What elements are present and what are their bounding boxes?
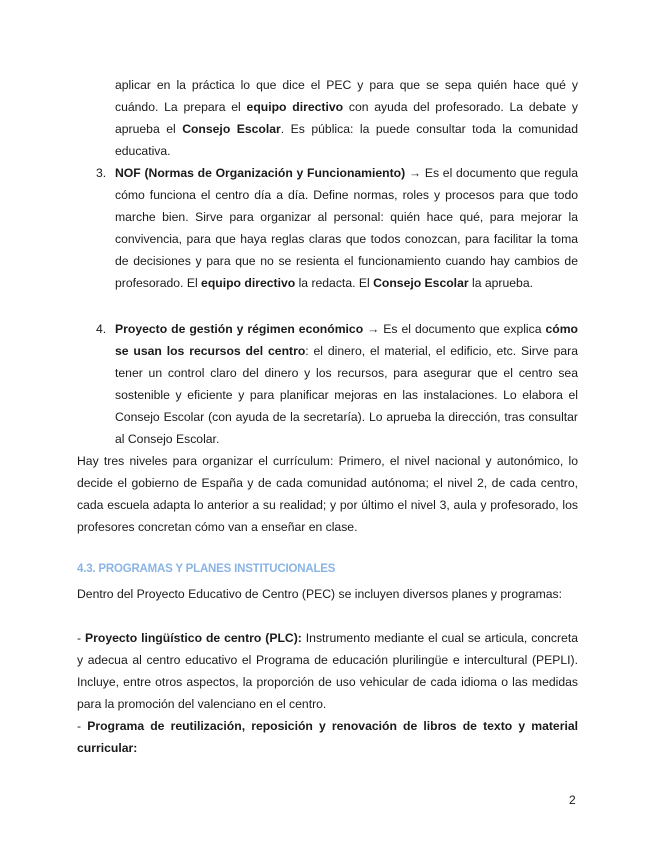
bold-text: Consejo Escolar (373, 276, 469, 290)
text-run: con ayuda del profesorado. La debate y aprueba el (115, 100, 579, 136)
bold-text: cómo se usan los recursos del centro (115, 322, 579, 358)
list-item-nof (96, 162, 578, 294)
plc-paragraph (77, 627, 578, 715)
text-run: la redacta. El (295, 276, 374, 290)
bold-text: equipo directivo (201, 276, 296, 290)
text-run: la aprueba. (468, 276, 533, 290)
bold-text: equipo directivo (246, 100, 344, 114)
list-number: 3. (96, 166, 107, 180)
section-heading: 4.3. PROGRAMAS Y PLANES INSTITUCIONALES (77, 563, 336, 575)
section-intro: Dentro del Proyecto Educativo de Centro (PEC) se incluyen diversos planes y programas: (77, 587, 563, 601)
dash-prefix: - (77, 719, 88, 733)
reuse-program-paragraph (77, 715, 578, 759)
curriculum-paragraph: Hay tres niveles para organizar el currículum: Primero, el nivel nacional y autonómico, lo decide el gobierno de España y de cada comunidad autónoma; el nivel 2, de cada centro, cada escuela adapta lo anterior a su realidad; y por último el nivel 3, aula y profesorado, los profesores concretan cómo van a enseñar en clase. (77, 454, 578, 534)
item-title: Proyecto de gestión y régimen económico (115, 322, 364, 336)
text-run: Instrumento mediante el cual se articula, concreta y adecua al centro educativo el Programa de educación plurilingüe e intercultural (PEPLI). Incluye, entre otros aspectos, la proporción de uso vehicular de cada idioma o las medidas para la promoción del valenciano en el centro. (77, 631, 578, 711)
text-run: . Es pública: la puede consultar toda la comunidad educativa. (115, 122, 578, 158)
continued-item-text (115, 74, 578, 162)
bold-text: Proyecto lingüístico de centro (PLC): (85, 631, 302, 645)
text-run: aplicar en la práctica lo que dice el PEC y para que se sepa quién hace qué y cuándo. La prepara el (115, 78, 578, 114)
list-item-gestion (96, 318, 579, 450)
text-run: → Es el documento que regula cómo funciona el centro día a día. Define normas, roles y procesos para que todo marche bien. Sirve para organizar al personal: quién hace qué, para mejorar la convivencia, para que haya reglas claras que todos conozcan, para facilitar la toma de decisiones y para que no se resienta el funcionamiento cuando hay cambios de profesorado. El (115, 166, 578, 290)
list-number: 4. (96, 322, 107, 336)
text-run: : el dinero, el material, el edificio, etc. Sirve para tener un control claro del dinero y los recursos, para asegurar que el centro sea sostenible y eficiente y para planificar mejoras en las instalaciones. Lo elabora el Consejo Escolar (con ayuda de la secretaría). Lo aprueba la dirección, tras consultar al Consejo Escolar. (115, 344, 578, 446)
text-run: → Es el documento que explica (363, 322, 546, 336)
dash-prefix: - (77, 631, 85, 645)
bold-text: Programa de reutilización, reposición y renovación de libros de texto y material curricular: (77, 719, 578, 755)
item-title: NOF (Normas de Organización y Funcionamiento) (115, 166, 406, 180)
page-number: 2 (569, 793, 576, 807)
bold-text: Consejo Escolar (182, 122, 281, 136)
